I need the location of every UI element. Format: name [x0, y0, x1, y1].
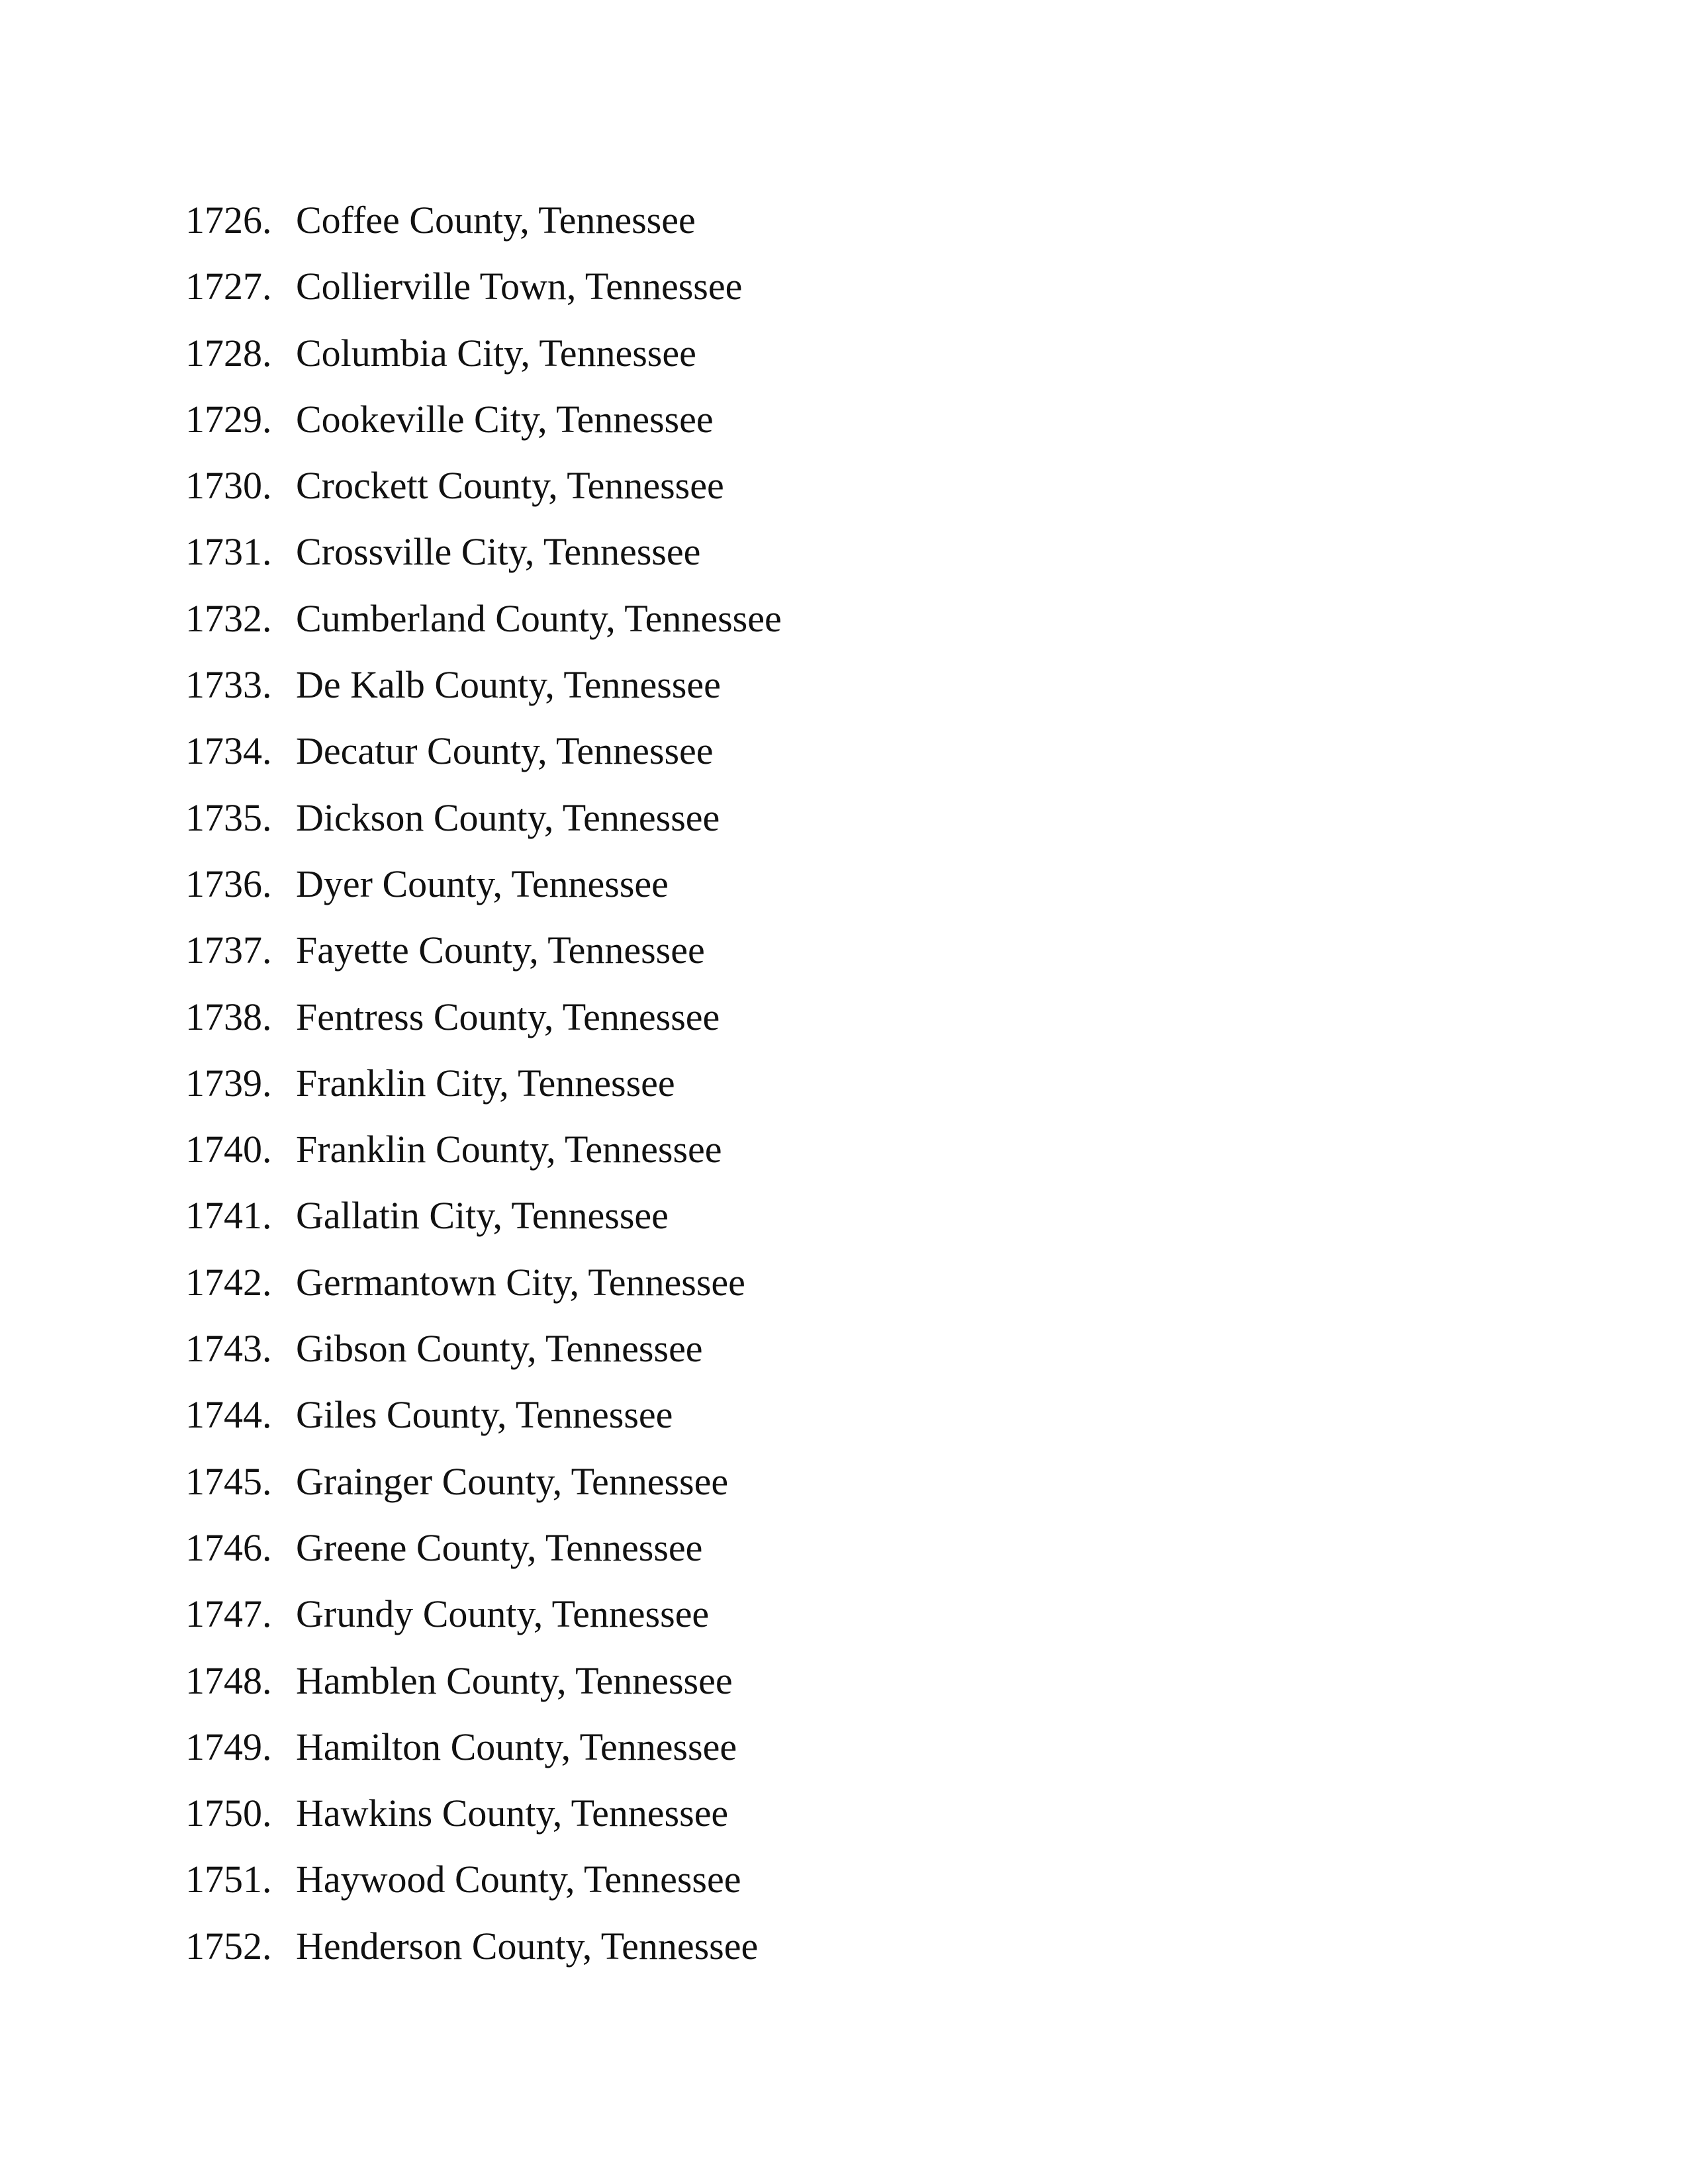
entry-number: 1742. — [185, 1260, 272, 1304]
entry-number: 1736. — [185, 862, 272, 905]
entry-name: Dickson County, Tennessee — [296, 796, 720, 839]
entry-name: Haywood County, Tennessee — [296, 1858, 741, 1901]
entry-name: Columbia City, Tennessee — [296, 331, 696, 375]
entry-number: 1752. — [185, 1924, 272, 1968]
entry-name: Germantown City, Tennessee — [296, 1260, 745, 1304]
entry-name: Fayette County, Tennessee — [296, 929, 705, 972]
entry-number: 1744. — [185, 1393, 272, 1437]
entry-number: 1726. — [185, 199, 272, 242]
entry-name: Cumberland County, Tennessee — [296, 596, 782, 640]
entry-number: 1729. — [185, 397, 272, 441]
entry-name: Hamilton County, Tennessee — [296, 1725, 737, 1768]
entry-name: Crockett County, Tennessee — [296, 464, 724, 508]
entry-name: Grundy County, Tennessee — [296, 1592, 710, 1636]
entry-name: Grainger County, Tennessee — [296, 1459, 729, 1503]
entry-name: Coffee County, Tennessee — [296, 199, 696, 242]
entry-number: 1734. — [185, 729, 272, 773]
entry-number: 1728. — [185, 331, 272, 375]
entry-number: 1735. — [185, 796, 272, 839]
entry-name: Gallatin City, Tennessee — [296, 1194, 669, 1238]
entry-name: Franklin County, Tennessee — [296, 1128, 722, 1171]
entry-number: 1731. — [185, 530, 272, 574]
entry-number: 1727. — [185, 265, 272, 308]
entry-number: 1750. — [185, 1792, 272, 1835]
entry-number: 1749. — [185, 1725, 272, 1768]
entry-number: 1737. — [185, 929, 272, 972]
entry-number: 1746. — [185, 1525, 272, 1569]
entry-name: Cookeville City, Tennessee — [296, 397, 714, 441]
entry-number: 1751. — [185, 1858, 272, 1901]
entry-number: 1745. — [185, 1459, 272, 1503]
entry-number: 1747. — [185, 1592, 272, 1636]
entry-number: 1748. — [185, 1659, 272, 1702]
entry-name: Hamblen County, Tennessee — [296, 1659, 733, 1702]
entry-number: 1739. — [185, 1061, 272, 1105]
entry-name: Hawkins County, Tennessee — [296, 1792, 729, 1835]
entry-number: 1743. — [185, 1327, 272, 1371]
entry-number: 1733. — [185, 663, 272, 707]
entry-name: Fentress County, Tennessee — [296, 995, 720, 1038]
entry-number: 1732. — [185, 596, 272, 640]
entry-number: 1741. — [185, 1194, 272, 1238]
entry-number: 1740. — [185, 1128, 272, 1171]
entry-name: De Kalb County, Tennessee — [296, 663, 721, 707]
entry-number: 1730. — [185, 464, 272, 508]
entry-name: Franklin City, Tennessee — [296, 1061, 675, 1105]
entry-name: Greene County, Tennessee — [296, 1525, 703, 1569]
entry-name: Giles County, Tennessee — [296, 1393, 673, 1437]
entry-name: Collierville Town, Tennessee — [296, 265, 743, 308]
entry-name: Henderson County, Tennessee — [296, 1924, 759, 1968]
entry-number: 1738. — [185, 995, 272, 1038]
entry-name: Gibson County, Tennessee — [296, 1327, 703, 1371]
entry-name: Decatur County, Tennessee — [296, 729, 714, 773]
entry-name: Crossville City, Tennessee — [296, 530, 701, 574]
entry-name: Dyer County, Tennessee — [296, 862, 669, 905]
